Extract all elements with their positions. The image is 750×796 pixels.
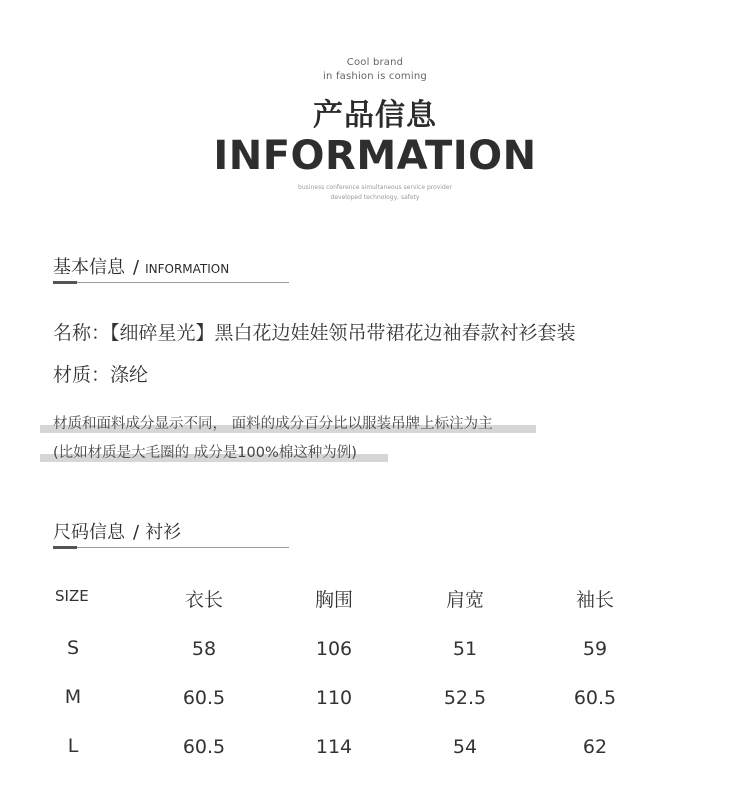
subline-bottom: developed technology, safety <box>330 194 420 201</box>
table-cell: 60.5 <box>573 687 617 709</box>
heading-separator: / <box>133 522 140 543</box>
page-title-cn: 产品信息 <box>313 98 437 133</box>
section-divider <box>53 547 289 548</box>
section-accent-bar <box>53 546 77 549</box>
page-title-en: INFORMATION <box>213 133 537 179</box>
table-cell-size: S <box>66 637 80 659</box>
material-row <box>53 360 148 387</box>
fabric-note-1: 材质和面料成分显示不同， 面料的成分百分比以服装吊牌上标注为主 <box>53 416 493 432</box>
size-info-heading-sub: 衬衫 <box>145 522 182 543</box>
table-cell: 59 <box>582 638 608 660</box>
basic-info-heading-en: INFORMATION <box>145 262 230 276</box>
column-header-size: SIZE <box>55 587 89 605</box>
column-header-bust: 胸围 <box>314 589 353 611</box>
table-cell: 62 <box>582 736 608 758</box>
column-header-shoulder: 肩宽 <box>445 589 484 611</box>
basic-info-heading <box>53 253 229 279</box>
material-label: 材质： <box>53 364 111 386</box>
tagline-top: Cool brand <box>346 57 404 68</box>
basic-info-heading-cn: 基本信息 <box>53 257 125 278</box>
table-cell: 51 <box>452 638 478 660</box>
heading-separator: / <box>133 257 140 278</box>
table-cell: 52.5 <box>443 687 487 709</box>
material-value: 涤纶 <box>110 364 149 386</box>
product-name-label: 名称： <box>53 322 111 344</box>
table-cell: 110 <box>315 687 353 709</box>
table-cell: 106 <box>315 638 353 660</box>
section-divider <box>53 282 289 283</box>
size-info-heading <box>53 518 181 544</box>
table-cell: 60.5 <box>182 687 226 709</box>
subline-top: business conference simultaneous service provider <box>298 184 452 191</box>
table-cell: 58 <box>191 638 217 660</box>
product-name-row <box>53 318 576 345</box>
product-name-value: 【细碎星光】黑白花边娃娃领吊带裙花边袖春款衬衫套装 <box>110 322 576 344</box>
section-accent-bar <box>53 281 77 284</box>
table-cell: 60.5 <box>182 736 226 758</box>
table-cell: 114 <box>315 736 353 758</box>
fabric-note-2: (比如材质是大毛圈的 成分是100%棉这种为例) <box>53 445 357 461</box>
size-info-heading-cn: 尺码信息 <box>53 522 125 543</box>
table-cell: 54 <box>452 736 478 758</box>
column-header-sleeve: 袖长 <box>575 589 614 611</box>
column-header-length: 衣长 <box>184 589 223 611</box>
tagline-bottom: in fashion is coming <box>323 71 427 82</box>
table-cell-size: L <box>67 735 79 757</box>
table-cell-size: M <box>64 686 82 708</box>
